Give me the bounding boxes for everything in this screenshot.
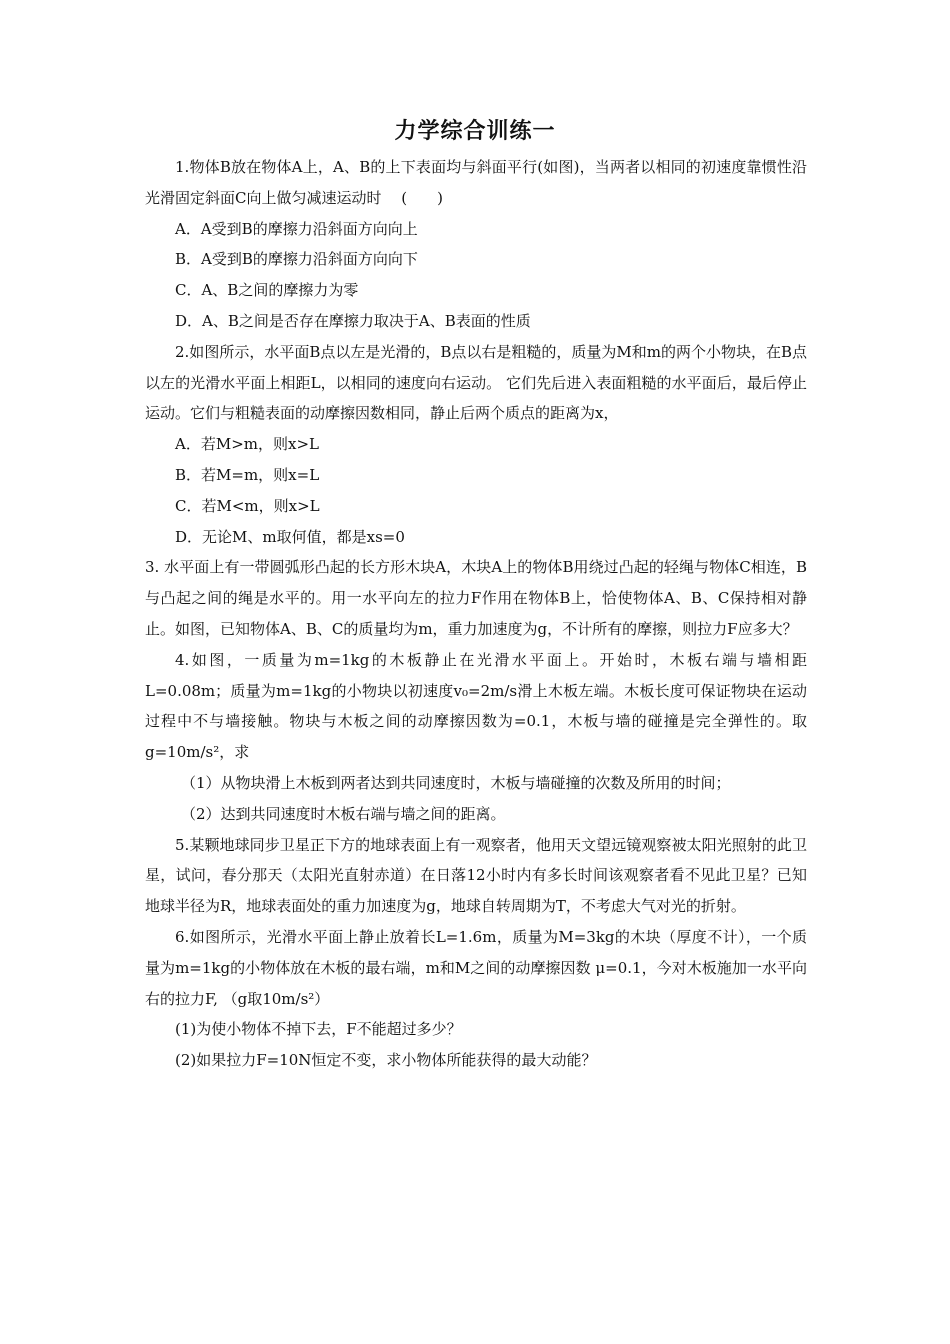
question-2-option-a: A．若M>m，则x>L [175,435,319,454]
document-body [145,152,807,1076]
question-4-part-2: （2）达到共同速度时木板右端与墙之间的距离。 [181,804,506,823]
question-1-option-b: B．A受到B的摩擦力沿斜面方向向下 [175,250,418,269]
question-4-part-1: （1）从物块滑上木板到两者达到共同速度时，木板与墙碰撞的次数及所用的时间； [181,773,731,792]
question-3-stem: 3. 水平面上有一带圆弧形凸起的长方形木块A，木块A上的物体B用绕过凸起的轻绳与物体C相连，B与凸起之间的绳是水平的。用一水平向左的拉力F作用在物体B上，恰使物体A、B、C保持相对静止。如图，已知物体A、B、C的质量均为m，重力加速度为g，不计所有的摩擦，则拉力F应多大？ [145,558,807,638]
question-6-part-2: (2)如果拉力F=10N恒定不变，求小物体所能获得的最大动能？ [175,1051,597,1070]
question-5-stem: 5.某颗地球同步卫星正下方的地球表面上有一观察者，他用天文望远镜观察被太阳光照射的此卫星，试问，春分那天（太阳光直射赤道）在日落12小时内有多长时间该观察者看不见此卫星？已知地球半径为R，地球表面处的重力加速度为g，地球自转周期为T，不考虑大气对光的折射。 [145,835,807,916]
question-1-option-a: A．A受到B的摩擦力沿斜面方向向上 [175,219,418,238]
question-1-option-c: C．A、B之间的摩擦力为零 [175,281,359,300]
question-6-part-1: (1)为使小物体不掉下去，F不能超过多少？ [175,1020,462,1039]
question-6-stem: 6.如图所示，光滑水平面上静止放着长L=1.6m，质量为M=3kg的木块（厚度不计），一个质量为m=1kg的小物体放在木板的最右端，m和M之间的动摩擦因数 μ=0.1，今对木板施加一水平向右的拉力F, （g取10m/s²） [145,927,807,1008]
question-2-option-c: C．若M<m，则x>L [175,496,320,515]
question-2-stem: 2.如图所示，水平面B点以左是光滑的，B点以右是粗糙的，质量为M和m的两个小物块，在B点以左的光滑水平面上相距L，以相同的速度向右运动。 它们先后进入表面粗糙的水平面后，最后停止运动。它们与粗糙表面的动摩擦因数相同，静止后两个质点的距离为x， [145,342,807,423]
question-2-option-d: D．无论M、m取何值，都是xs=0 [175,527,405,546]
question-1-option-d: D．A、B之间是否存在摩擦力取决于A、B表面的性质 [175,311,531,330]
question-2-option-b: B．若M=m，则x=L [175,465,320,484]
page-title: 力学综合训练一 [394,119,556,144]
question-4-stem: 4.如图，一质量为m=1kg的木板静止在光滑水平面上。开始时，木板右端与墙相距L=0.08m；质量为m=1kg的小物块以初速度v₀=2m/s滑上木板左端。木板长度可保证物块在运动过程中不与墙接触。物块与木板之间的动摩擦因数为=0.1，木板与墙的碰撞是完全弹性的。取g=10m/s²，求 [145,650,807,762]
question-1-stem: 1.物体B放在物体A上，A、B的上下表面均与斜面平行(如图)，当两者以相同的初速度靠惯性沿光滑固定斜面C向上做匀减速运动时 ( ) [145,158,807,207]
